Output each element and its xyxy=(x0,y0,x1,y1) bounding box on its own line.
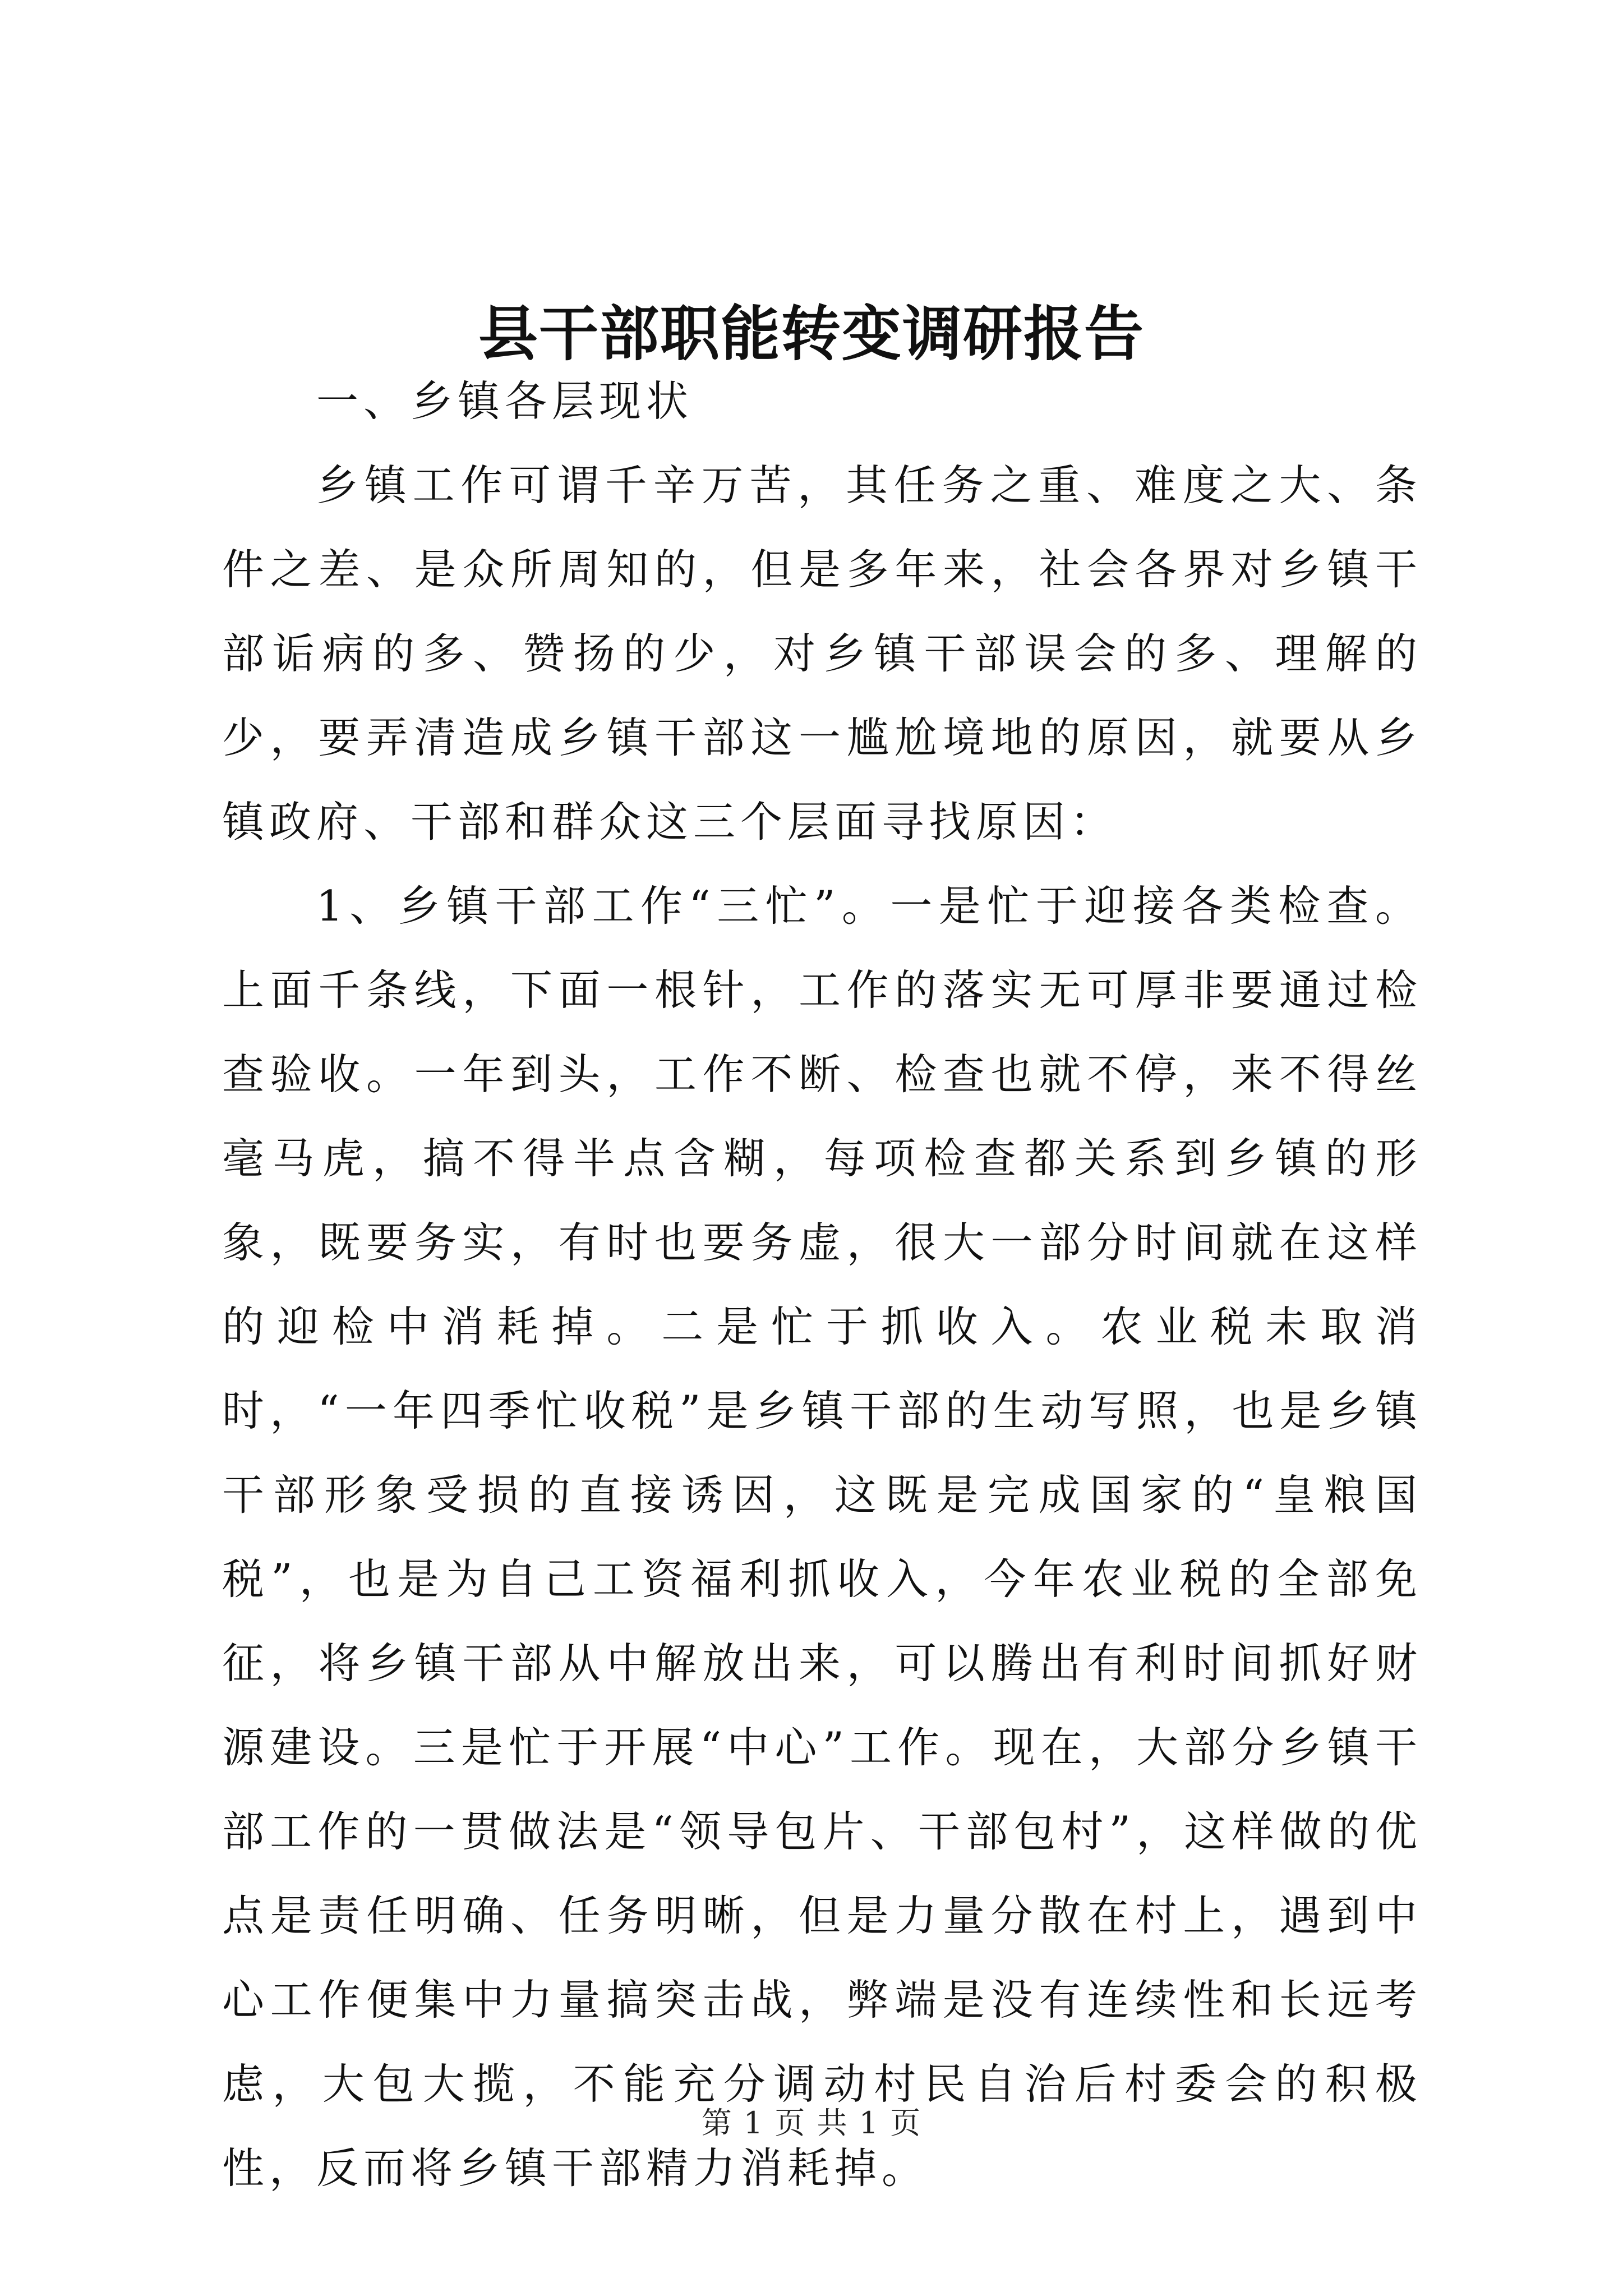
page-footer: 第 1 页 共 1 页 xyxy=(701,2105,922,2141)
document-body xyxy=(222,359,1422,2210)
section-heading: 一、乡镇各层现状 xyxy=(316,376,694,426)
document-title: 县干部职能转变调研报告 xyxy=(478,298,1145,369)
paragraph-intro: 乡镇工作可谓千辛万苦，其任务之重、难度之大、条件之差、是众所周知的，但是多年来，社会各界对乡镇干部诟病的多、赞扬的少，对乡镇干部误会的多、理解的少，要弄清造成乡镇干部这一尴尬境地的原因，就要从乡镇政府、干部和群众这三个层面寻找原因： xyxy=(222,461,1422,846)
paragraph-three-busy: 1、乡镇干部工作“三忙”。一是忙于迎接各类检查。上面千条线，下面一根针，工作的落实无可厚非要通过检查验收。一年到头，工作不断、检查也就不停，来不得丝毫马虎，搞不得半点含糊，每项检查都关系到乡镇的形象，既要务实，有时也要务虚，很大一部分时间就在这样的迎检中消耗掉。二是忙于抓收入。农业税未取消时，“一年四季忙收税”是乡镇干部的生动写照，也是乡镇干部形象受损的直接诱因，这既是完成国家的“皇粮国税”，也是为自己工资福利抓收入，今年农业税的全部免征，将乡镇干部从中解放出来，可以腾出有利时间抓好财源建设。三是忙于开展“中心”工作。现在，大部分乡镇干部工作的一贯做法是“领导包片、干部包村”，这样做的优点是责任明确、任务明晰，但是力量分散在村上，遇到中心工作便集中力量搞突击战，弊端是没有连续性和长远考虑，大包大揽，不能充分调动村民自治后村委会的积极性，反而将乡镇干部精力消耗掉。 xyxy=(222,881,1422,2193)
